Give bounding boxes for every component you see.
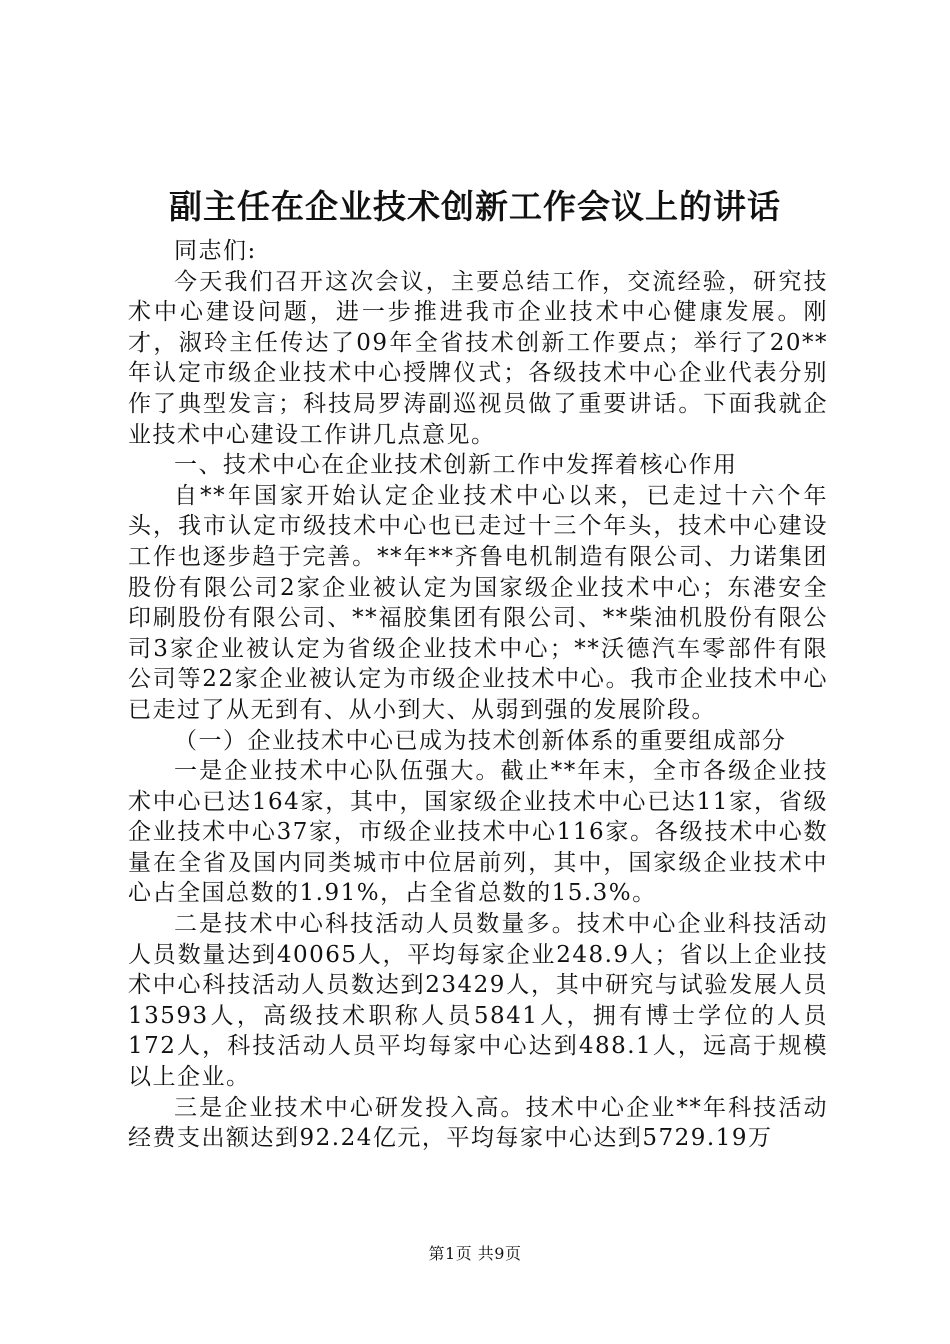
section-heading-1: 一、技术中心在企业技术创新工作中发挥着核心作用: [174, 452, 738, 479]
salutation: 同志们:: [174, 238, 257, 264]
paragraph-intro: 今天我们召开这次会议，主要总结工作，交流经验，研究技术中心建设问题，进一步推进我市企业技术中心健康发展。刚才，淑玲主任传达了09年全省技术创新工作要点；举行了20**年认定市级企业技术中心授牌仪式；各级技术中心企业代表分别作了典型发言；科技局罗涛副巡视员做了重要讲话。下面我就企业技术中心建设工作讲几点意见。: [128, 268, 828, 448]
paragraph-history: 自**年国家开始认定企业技术中心以来，已走过十六个年头，我市认定市级技术中心也已走过十三个年头，技术中心建设工作也逐步趋于完善。**年**齐鲁电机制造有限公司、力诺集团股份有限公司2家企业被认定为国家级企业技术中心；东港安全印刷股份有限公司、**福胶集团有限公司、**柴油机股份有限公司3家企业被认定为省级企业技术中心；**沃德汽车零部件有限公司等22家企业被认定为市级企业技术中心。我市企业技术中心已走过了从无到有、从小到大、从弱到强的发展阶段。: [128, 482, 828, 723]
paragraph-point-3: 三是企业技术中心研发投入高。技术中心企业**年科技活动经费支出额达到92.24亿元，平均每家中心达到5729.19万: [128, 1094, 828, 1152]
subsection-heading-1: （一）企业技术中心已成为技术创新体系的重要组成部分: [174, 727, 787, 754]
document-title: 副主任在企业技术创新工作会议上的讲话: [169, 187, 781, 226]
paragraph-point-1: 一是企业技术中心队伍强大。截止**年末，全市各级企业技术中心已达164家，其中，国家级企业技术中心已达11家，省级企业技术中心37家，市级企业技术中心116家。各级技术中心数量在全省及国内同类城市中位居前列，其中，国家级企业技术中心占全国总数的1.91%，占全省总数的15.3%。: [128, 758, 828, 907]
page-footer: 第1页 共9页: [428, 1244, 522, 1263]
document-body: [128, 236, 828, 1154]
paragraph-point-2: 二是技术中心科技活动人员数量多。技术中心企业科技活动人员数量达到40065人，平均每家企业248.9人；省以上企业技术中心科技活动人员数达到23429人，其中研究与试验发展人员13593人，高级技术职称人员5841人，拥有博士学位的人员172人，科技活动人员平均每家中心达到488.1人，远高于规模以上企业。: [128, 911, 828, 1091]
